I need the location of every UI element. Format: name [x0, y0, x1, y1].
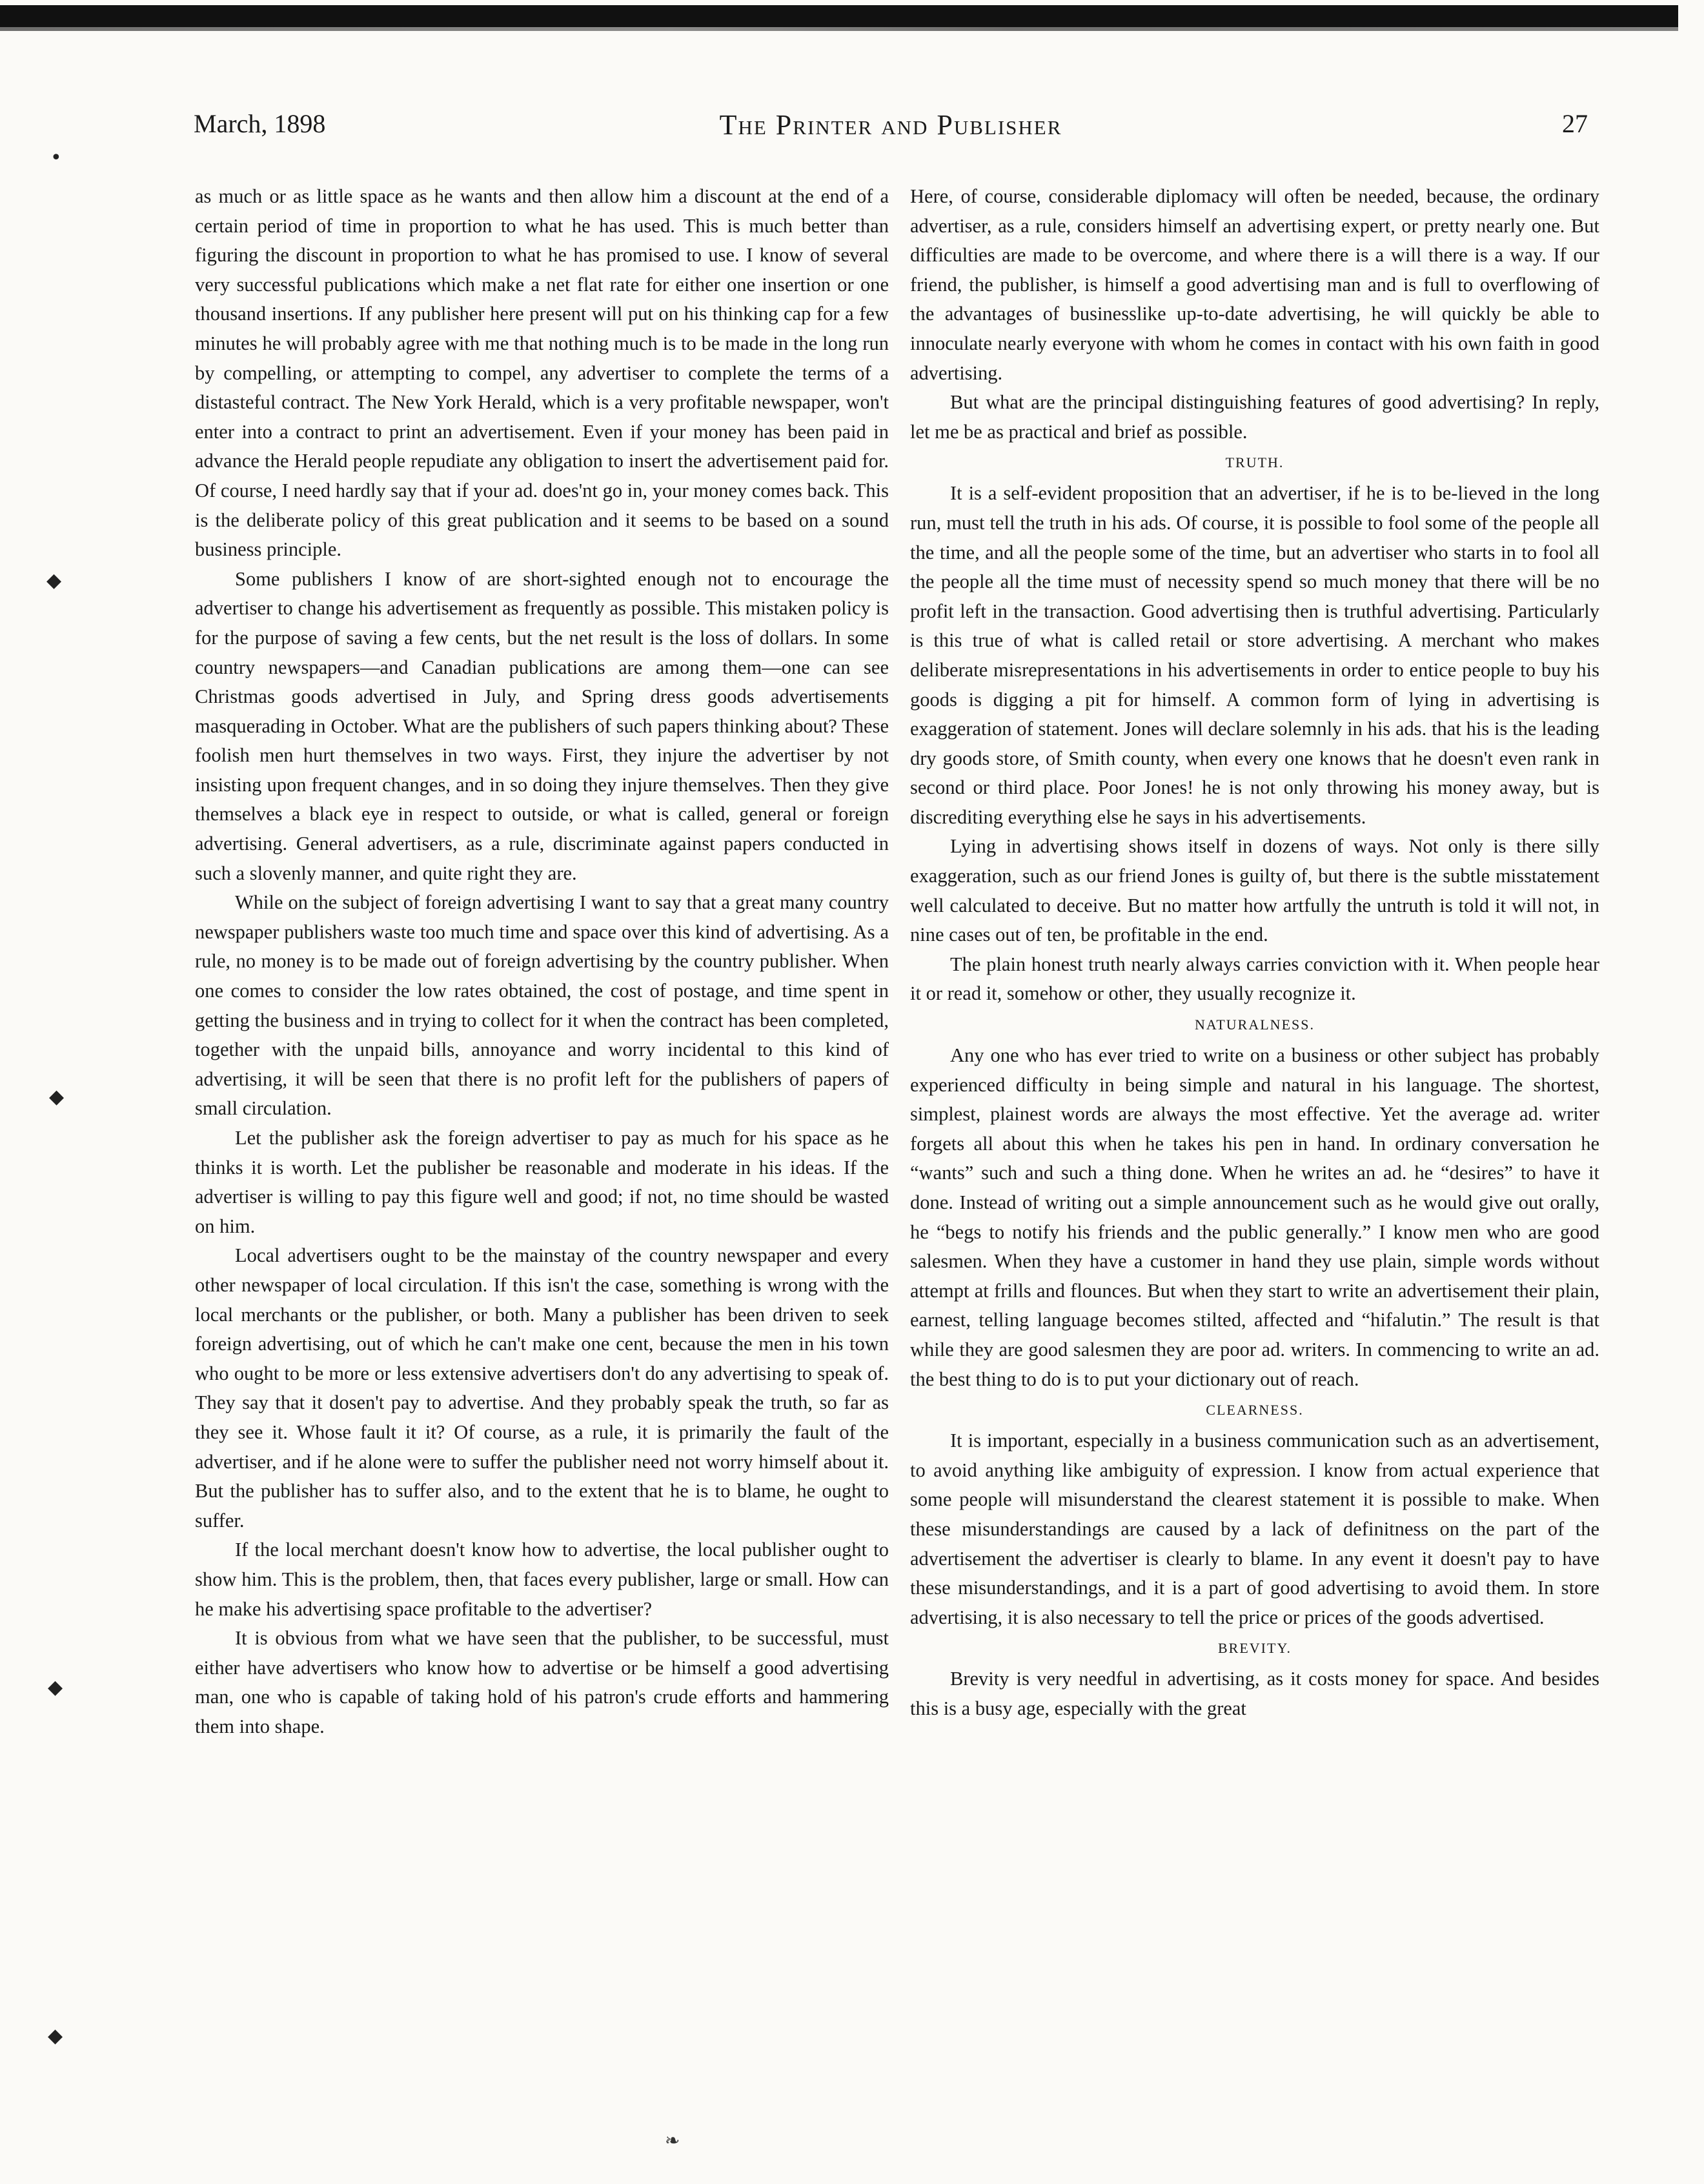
scan-speck: ◆ — [48, 1676, 63, 1699]
section-heading-truth: TRUTH. — [1225, 454, 1284, 471]
paragraph: Here, of course, considerable diplomacy will often be needed, because, the ordinary advertiser, as a rule, considers himself an advertising expert, or pretty nearly one. But difficulties are made to be overcome, and where there is a will there is a way. If our friend, the publisher, is himself a good advertising man and is full to overflowing of the advantages of businesslike up-to-date advertising, he will quickly be able to innoculate nearly everyone with whom he comes in contact with his own faith in good advertising. — [910, 185, 1599, 384]
left-column — [195, 182, 889, 1741]
paragraph: It is a self-evident proposition that an advertiser, if he is to be-lieved in the long run, must tell the truth in his ads. Of course, it is possible to fool some of the people all the time, and all the people some of the time, but an advertiser who starts in to fool all the people all the time must of necessity spend so much money that there will be no profit left in the transaction. Good advertising then is truthful advertising. Particularly is this true of what is called retail or store advertising. A merchant who makes deliberate misrepresentations in his advertisements in order to entice people to buy his goods is digging a pit for himself. A common form of lying in advertising is exaggeration of statement. Jones will declare solemnly in his ads. that his is the leading dry goods store, of Smith county, when every one knows that he doesn't even rank in second or third place. Poor Jones! he is not only throwing his money away, but is discrediting everything else he says in his advertisements. — [910, 482, 1599, 828]
footer-ornament: ❧ — [665, 2130, 680, 2151]
publication-title: The Printer and Publisher — [719, 109, 1062, 141]
paragraph: Some publishers I know of are short-sighted enough not to encourage the advertiser to change his advertisement as frequently as possible. This mistaken policy is for the purpose of saving a few cents, but the net result is the loss of dollars. In some country newspapers—and Canadian publications are among them—one can see Christmas goods advertised in July, and Spring dress goods advertisements masquerading in October. What are the publishers of such papers thinking about? These foolish men hurt themselves in two ways. First, they injure the advertiser by not insisting upon frequent changes, and in so doing they injure themselves. Then they give themselves a black eye in respect to outside, or what is called, general or foreign advertising. General advertisers, as a rule, discriminate against papers conducted in such a slovenly manner, and quite right they are. — [195, 567, 889, 884]
scan-speck: ◆ — [49, 1086, 65, 1108]
scan-speck: ◆ — [46, 569, 62, 592]
paragraph: Let the publisher ask the foreign advertiser to pay as much for his space as he thinks it is worth. Let the publisher be reasonable and moderate in his ideas. If the advertiser is willing to pay this figure well and good; if not, no time should be wasted on him. — [195, 1127, 889, 1237]
right-column — [910, 182, 1599, 1724]
scan-speck: ◆ — [48, 2025, 63, 2047]
paragraph: Local advertisers ought to be the mainstay of the country newspaper and every other newspaper of local circulation. If this isn't the case, something is wrong with the local merchants or the publisher, or both. Many a publisher has been driven to seek foreign advertising, out of which he can't make one cent, because the men in his town who ought to be more or less extensive advertisers don't do any advertising to speak of. They say that it dosen't pay to advertise. And they probably speak the truth, so far as they see it. Whose fault it it? Of course, as a rule, it is primarily the fault of the advertiser, and if he alone were to suffer the publisher need not worry himself about it. But the publisher has to suffer also, and to the extent that he is to blame, he ought to suffer. — [195, 1244, 889, 1532]
section-heading-naturalness: NATURALNESS. — [1195, 1016, 1315, 1033]
section-heading-brevity: BREVITY. — [1218, 1640, 1292, 1657]
paragraph: Brevity is very needful in advertising, as it costs money for space. And besides this is a busy age, especially with the great — [910, 1668, 1599, 1719]
paragraph: Any one who has ever tried to write on a business or other subject has probably experienced difficulty in being simple and natural in his language. The shortest, simplest, plainest words are always the most effective. Yet the average ad. writer forgets all about this when he takes his pen in hand. In ordinary conversation he “wants” such and such a thing done. When he writes an ad. he “desires” to have it done. Instead of writing out a simple announcement such as he would give out orally, he “begs to notify his friends and the public generally.” I know men who are good salesmen. When they have a customer in hand they use plain, simple words without attempt at frills and flounces. But when they start to write an advertisement their plain, earnest, telling language becomes stilted, affected and “hifalutin.” The result is that while they are good salesmen they are poor ad. writers. In commencing to write an ad. the best thing to do is to put your dictionary out of reach. — [910, 1044, 1599, 1390]
paragraph: But what are the principal distinguishing features of good advertising? In reply, let me be as practical and brief as possible. — [910, 391, 1599, 443]
running-head — [194, 108, 1588, 147]
paragraph: Lying in advertising shows itself in dozens of ways. Not only is there silly exaggeration, such as our friend Jones is guilty of, but there is the subtle misstatement well calculated to deceive. But no matter how artfully the untruth is told it will not, in nine cases out of ten, be profitable in the end. — [910, 835, 1599, 946]
paragraph: as much or as little space as he wants and then allow him a discount at the end of a certain period of time in proportion to what he has used. This is much better than figuring the discount in proportion to what he has promised to use. I know of several very successful publications which make a net flat rate for either one insertion or one thousand insertions. If any publisher here present will put on his thinking cap for a few minutes he will probably agree with me that nothing much is to be made in the long run by compelling, or attempting to compel, any advertiser to complete the terms of a distasteful contract. The New York Herald, which is a very profitable newspaper, won't enter into a contract to print an advertisement. Even if your money has been paid in advance the Herald people repudiate any obligation to insert the advertisement paid for. Of course, I need hardly say that if your ad. does'nt go in, your money comes back. This is the deliberate policy of this great publication and it seems to be based on a sound business principle. — [195, 185, 889, 561]
issue-date: March, 1898 — [194, 109, 326, 138]
paragraph: If the local merchant doesn't know how to advertise, the local publisher ought to show him. This is the problem, then, that faces every publisher, large or small. How can he make his advertising space profitable to the advertiser? — [195, 1539, 889, 1620]
scan-edge-bar — [0, 5, 1678, 27]
paragraph: The plain honest truth nearly always carries conviction with it. When people hear it or read it, somehow or other, they usually recognize it. — [910, 953, 1599, 1005]
paragraph: While on the subject of foreign advertising I want to say that a great many country newspaper publishers waste too much time and space over this kind of advertising. As a rule, no money is to be made out of foreign advertising by the country publisher. When one comes to consider the low rates obtained, the cost of postage, and time spent in getting the business and in trying to collect for it when the contract has been completed, together with the unpaid bills, annoyance and worry incidental to this kind of advertising, it will be seen that there is no profit left for the publishers of papers of small circulation. — [195, 891, 889, 1120]
section-heading-clearness: CLEARNESS. — [1206, 1402, 1304, 1419]
scan-speck: • — [50, 147, 62, 169]
paragraph: It is obvious from what we have seen that the publisher, to be successful, must either have advertisers who know how to advertise or be himself a good advertising man, one who is capable of taking hold of his patron's crude efforts and hammering them into shape. — [195, 1627, 889, 1737]
paragraph: It is important, especially in a business communication such as an advertisement, to avoid anything like ambiguity of expression. I know from actual experience that some people will misunderstand the clearest statement it is possible to make. When these misunderstandings are caused by a lack of definitness on the part of the advertisement the advertiser is clearly to blame. In any event it doesn't pay to have these misunderstandings, and it is a part of good advertising to avoid them. In store advertising, it is also necessary to tell the price or prices of the goods advertised. — [910, 1430, 1599, 1628]
page-number: 27 — [1562, 109, 1588, 138]
